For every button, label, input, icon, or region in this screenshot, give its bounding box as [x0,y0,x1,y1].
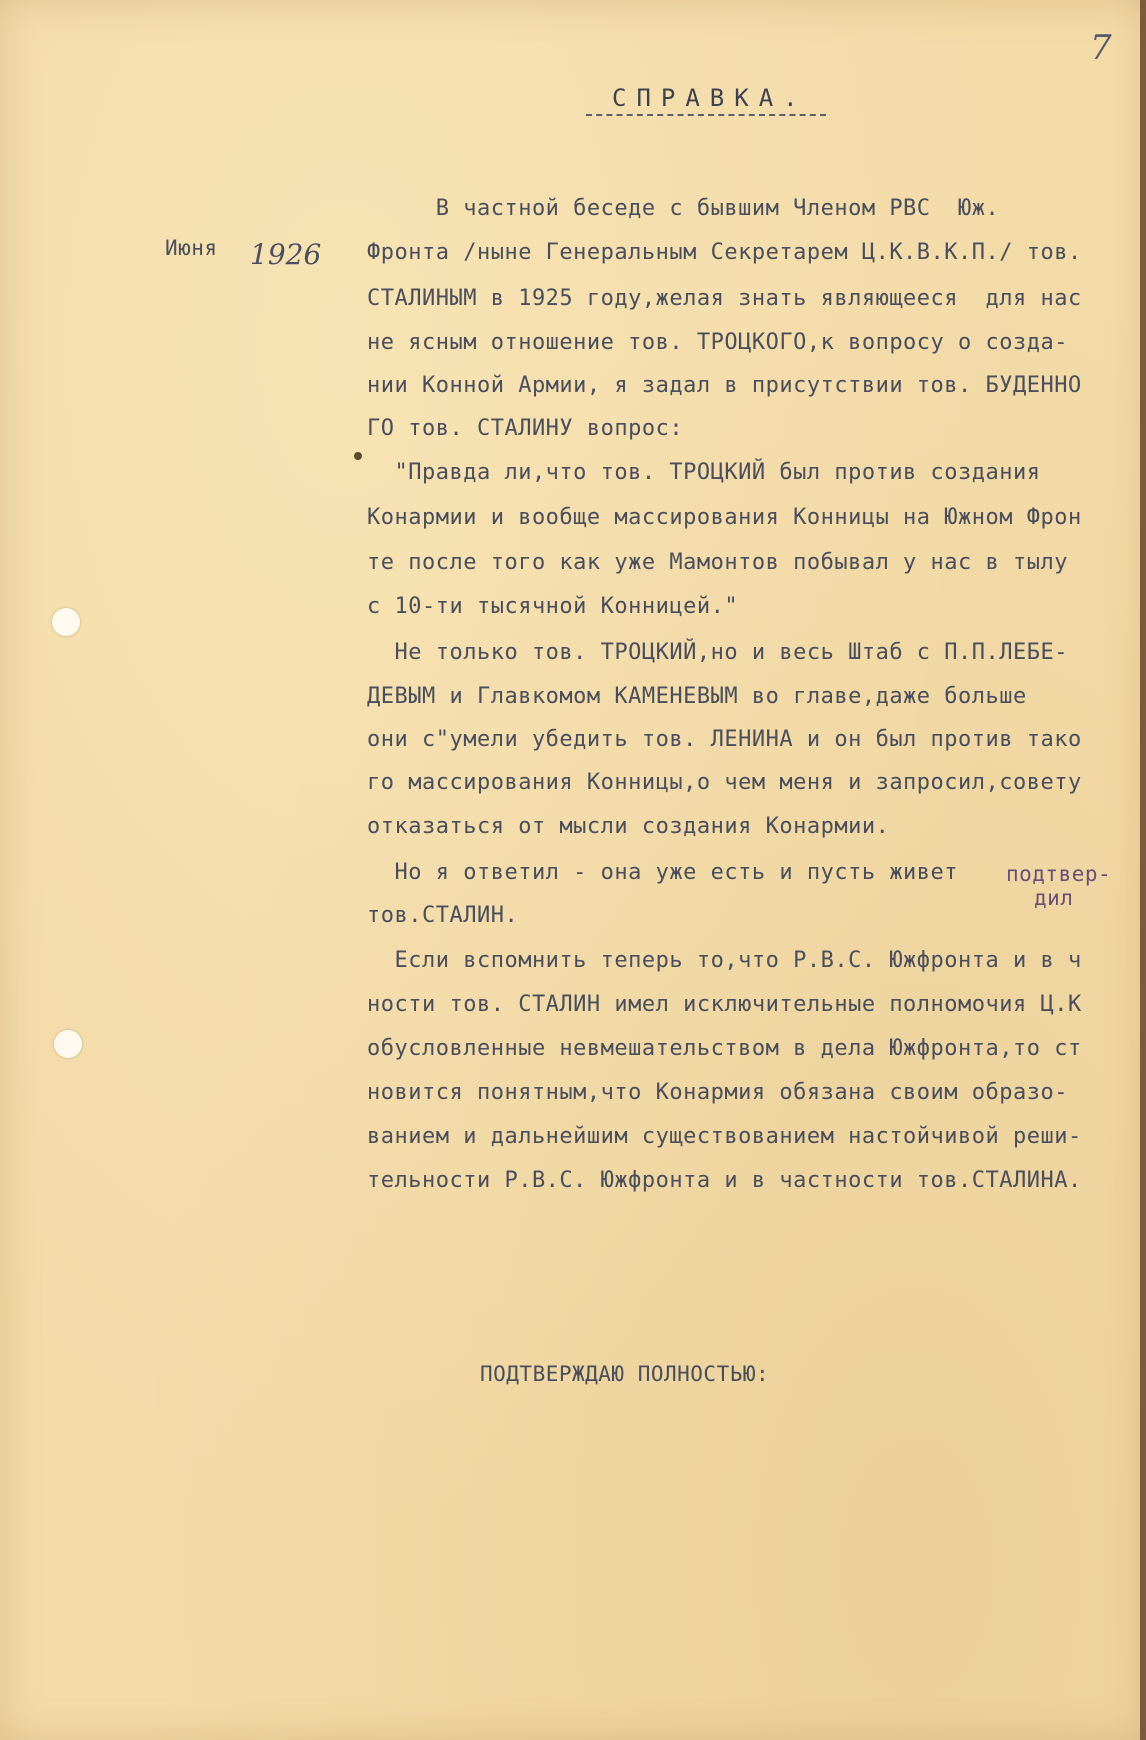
body-line: Не только тов. ТРОЦКИЙ,но и весь Штаб с П.П.ЛЕБЕ- [367,640,1069,665]
punch-hole [54,1030,82,1058]
body-line: тельности Р.В.С. Южфронта и в частности тов.СТАЛИНА. [367,1168,1082,1193]
body-line: "Правда ли,что тов. ТРОЦКИЙ был против создания [367,460,1041,485]
body-line: го массирования Конницы,о чем меня и запросил,совету [367,770,1082,795]
body-line: В частной беседе с бывшим Членом РВС Юж. [367,196,1000,221]
ink-blot [354,452,362,460]
body-line: они с"умели убедить тов. ЛЕНИНА и он был против тако [367,727,1082,752]
confirmation-line: ПОДТВЕРЖДАЮ ПОЛНОСТЬЮ: [480,1362,770,1386]
body-line: обусловленные невмешательством в дела Южфронта,то ст [367,1036,1082,1061]
body-line: ГО тов. СТАЛИНУ вопрос: [367,416,684,441]
body-line: Но я ответил - она уже есть и пусть живет [367,860,959,885]
body-line: ванием и дальнейшим существованием настойчивой реши- [367,1124,1082,1149]
date-month: Июня [165,236,218,260]
page-number: 7 [1090,28,1112,68]
body-line: ДЕВЫМ и Главкомом КАМЕНЕВЫМ во главе,даже больше [367,684,1027,709]
date-year: 1926 [250,238,322,271]
title-underline [586,114,826,116]
body-line: Фронта /ныне Генеральным Секретарем Ц.К.В.К.П./ тов. [367,240,1082,265]
handwritten-annotation: подтвер- [1006,862,1112,886]
body-line: Если вспомнить теперь то,что Р.В.С. Южфронта и в ч [367,948,1082,973]
punch-hole [52,608,80,636]
handwritten-annotation: дил [1034,886,1074,910]
body-line: новится понятным,что Конармия обязана своим образо- [367,1080,1069,1105]
body-line: с 10-ти тысячной Конницей." [367,594,739,619]
body-line: не ясным отношение тов. ТРОЦКОГО,к вопросу о созда- [367,330,1069,355]
document-title: СПРАВКА. [612,84,808,112]
body-line: отказаться от мысли создания Конармии. [367,814,890,839]
body-line: нии Конной Армии, я задал в присутствии тов. БУДЕННО [367,373,1082,398]
body-line: Конармии и вообще массирования Конницы на Южном Фрон [367,505,1082,530]
body-line: ности тов. СТАЛИН имел исключительные полномочия Ц.К [367,992,1082,1017]
body-line: СТАЛИНЫМ в 1925 году,желая знать являющееся для нас [367,286,1082,311]
page-edge [1140,0,1146,1740]
body-line: тов.СТАЛИН. [367,903,519,928]
body-line: те после того как уже Мамонтов побывал у нас в тылу [367,550,1069,575]
